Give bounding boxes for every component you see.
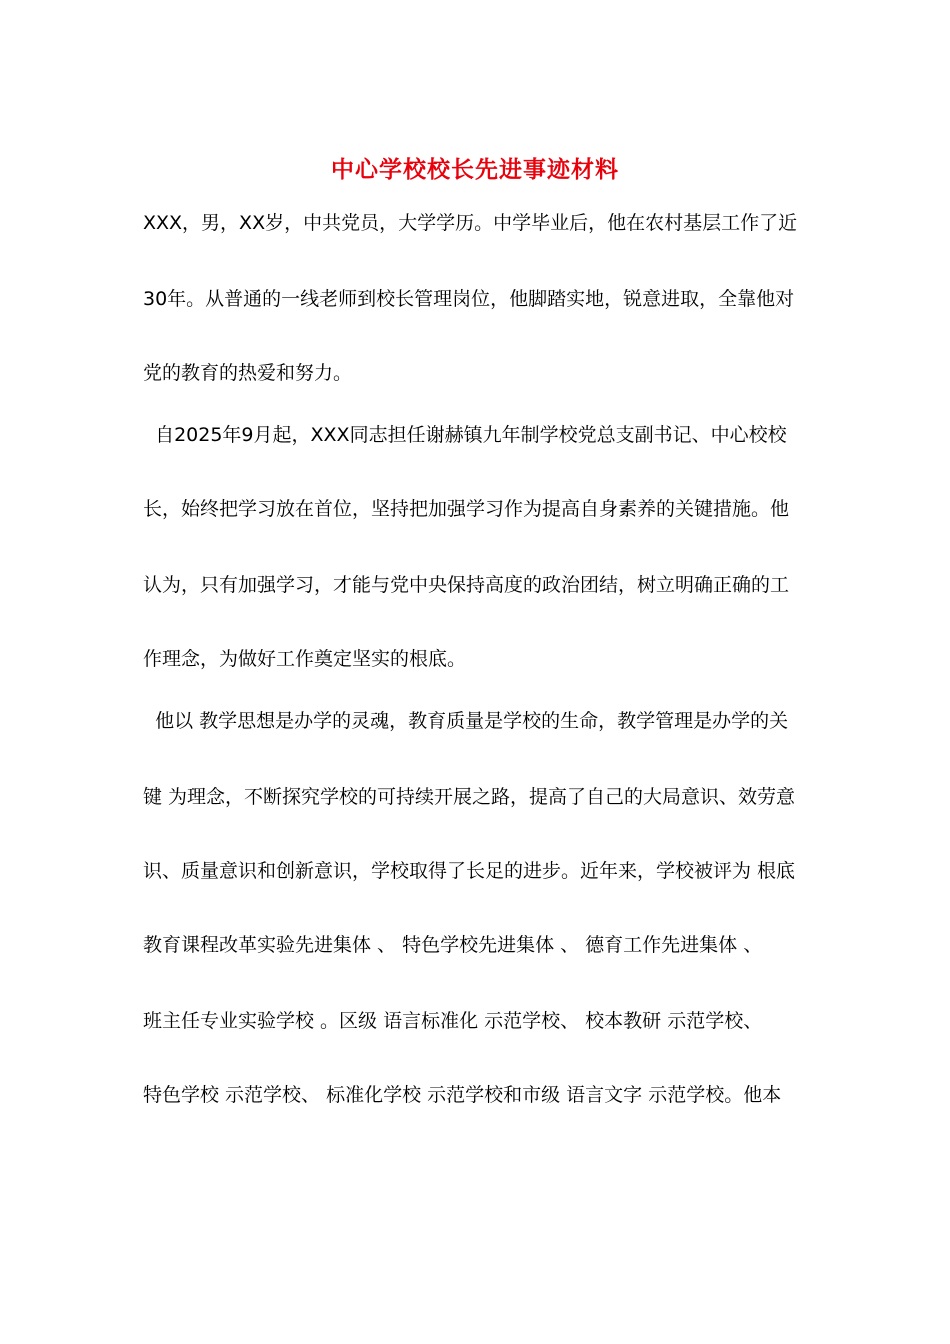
paragraph-line: 班主任专业实验学校 。区级 语言标准化 示范学校、 校本教研 示范学校、 — [143, 1010, 763, 1032]
paragraph-line: 长，始终把学习放在首位，坚持把加强学习作为提高自身素养的关键措施。他 — [143, 498, 790, 520]
document-title: 中心学校校长先进事迹材料 — [331, 156, 619, 183]
paragraph-line: 他以 教学思想是办学的灵魂，教育质量是学校的生命，教学管理是办学的关 — [143, 710, 789, 732]
paragraph-line: XXX，男，XX岁，中共党员，大学学历。中学毕业后，他在农村基层工作了近 — [143, 212, 798, 234]
paragraph-line: 特色学校 示范学校、 标准化学校 示范学校和市级 语言文字 示范学校。他本 — [143, 1084, 782, 1106]
paragraph-line: 认为，只有加强学习，才能与党中央保持高度的政治团结，树立明确正确的工 — [143, 574, 790, 596]
paragraph-line: 自2025年9月起，XXX同志担任谢赫镇九年制学校党总支副书记、中心校校 — [143, 424, 787, 446]
paragraph-line: 30年。从普通的一线老师到校长管理岗位，他脚踏实地，锐意进取，全靠他对 — [143, 288, 795, 310]
paragraph-line: 作理念，为做好工作奠定坚实的根底。 — [143, 648, 467, 670]
paragraph-line: 教育课程改革实验先进集体 、 特色学校先进集体 、 德育工作先进集体 、 — [143, 934, 763, 956]
paragraph-line: 键 为理念，不断探究学校的可持续开展之路，提高了自己的大局意识、效劳意 — [143, 786, 796, 808]
paragraph-line: 识、质量意识和创新意识，学校取得了长足的进步。近年来，学校被评为 根底 — [143, 860, 796, 882]
paragraph-line: 党的教育的热爱和努力。 — [143, 362, 353, 384]
